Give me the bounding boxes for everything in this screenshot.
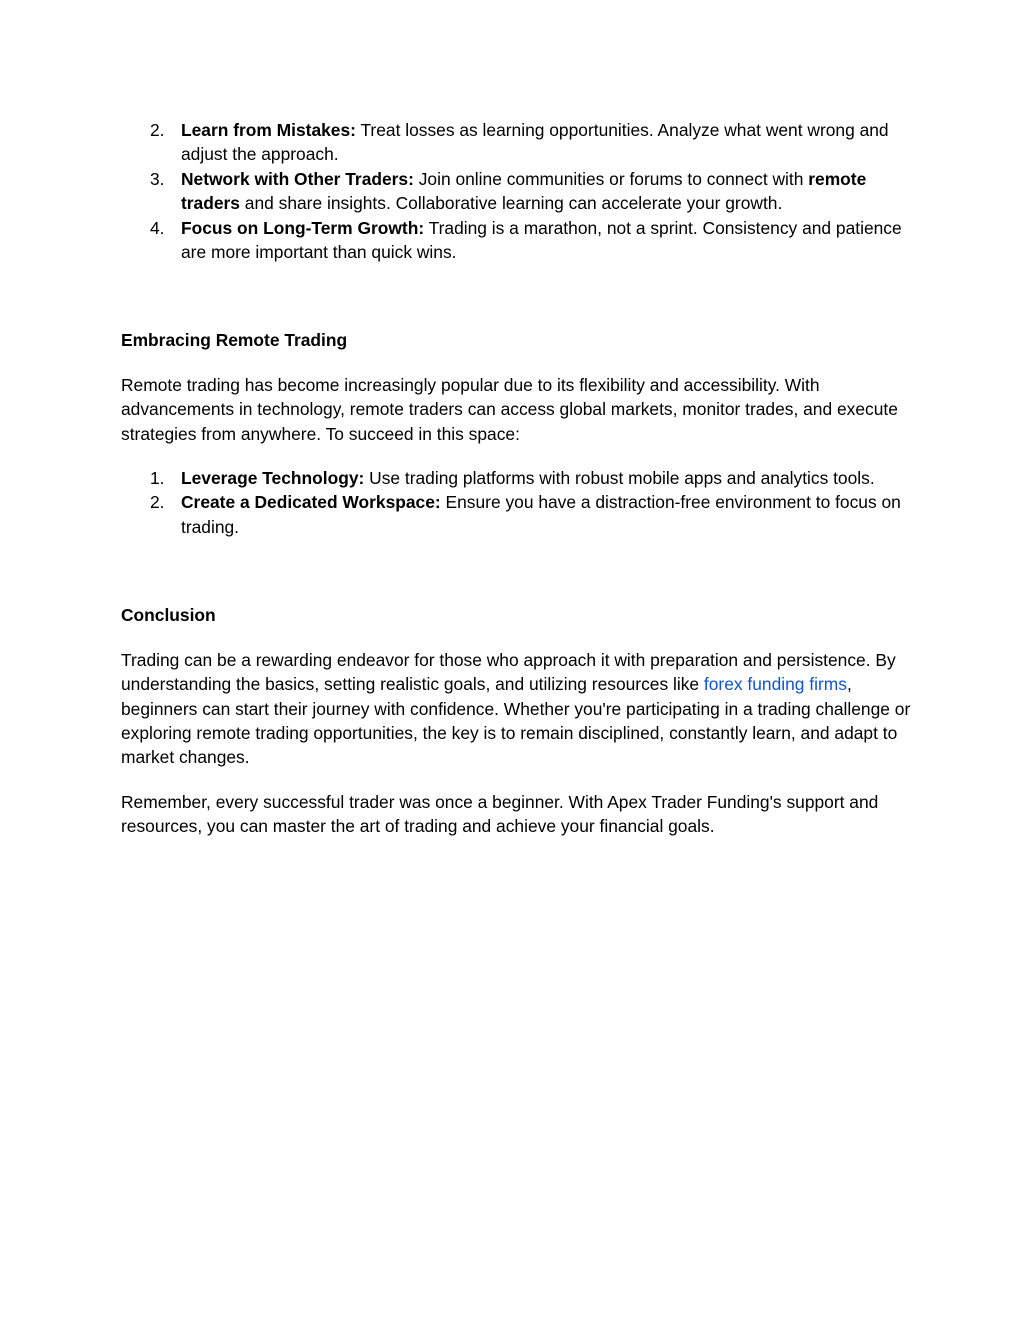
remote-trading-list (121, 466, 911, 539)
list-item-text: Join online communities or forums to connect with (413, 168, 809, 189)
list-number: 2. (150, 120, 165, 140)
list-item (121, 466, 911, 490)
remote-trading-paragraph: Remote trading has become increasingly popular due to its flexibility and accessibility. With advancements in technology, remote traders can access global markets, monitor trades, and execute strategies from anywhere. To succeed in this space: (121, 374, 898, 444)
list-number: 3. (150, 168, 165, 189)
paragraph-text: , beginners can start their journey with confidence. Whether you're participating in a trading challenge or exploring remote trading opportunities, the key is to remain disciplined, constantly learn, and adapt to market changes. (121, 674, 911, 768)
document-page (121, 118, 911, 839)
list-item-text: Treat losses as learning opportunities. Analyze what went wrong and adjust the approach. (181, 120, 889, 165)
list-item-emphasis: remote traders (181, 168, 867, 214)
list-item (121, 490, 911, 539)
list-number: 2. (150, 492, 165, 513)
section-heading-remote-trading: Embracing Remote Trading (121, 330, 348, 351)
conclusion-paragraph-2: Remember, every successful trader was once a beginner. With Apex Trader Funding's support and resources, you can master the art of trading and achieve your financial goals. (121, 791, 879, 837)
paragraph-text: Trading can be a rewarding endeavor for those who approach it with preparation and persistence. By understanding the basics, setting realistic goals, and utilizing resources like (121, 649, 896, 695)
list-item (121, 167, 911, 216)
tips-list (121, 118, 911, 264)
list-item-text: Trading is a marathon, not a sprint. Consistency and patience are more important than quick wins. (181, 217, 902, 263)
list-item-title: Leverage Technology: (181, 468, 365, 489)
list-item (121, 216, 911, 265)
section-heading-conclusion: Conclusion (121, 605, 216, 626)
list-item-title: Network with Other Traders: (181, 168, 414, 189)
list-number: 4. (150, 217, 165, 238)
conclusion-paragraph-1 (121, 648, 911, 770)
forex-funding-firms-link[interactable]: forex funding firms (703, 674, 847, 695)
list-number: 1. (150, 468, 165, 489)
list-item (121, 118, 911, 167)
list-item-title: Learn from Mistakes: (181, 120, 356, 140)
list-item-title: Focus on Long-Term Growth: (181, 217, 425, 238)
list-item-title: Create a Dedicated Workspace: (181, 492, 441, 513)
list-item-text: Use trading platforms with robust mobile apps and analytics tools. (364, 468, 875, 489)
list-item-text: and share insights. Collaborative learning can accelerate your growth. (239, 193, 783, 214)
list-item-text: Ensure you have a distraction-free environment to focus on trading. (181, 492, 901, 537)
